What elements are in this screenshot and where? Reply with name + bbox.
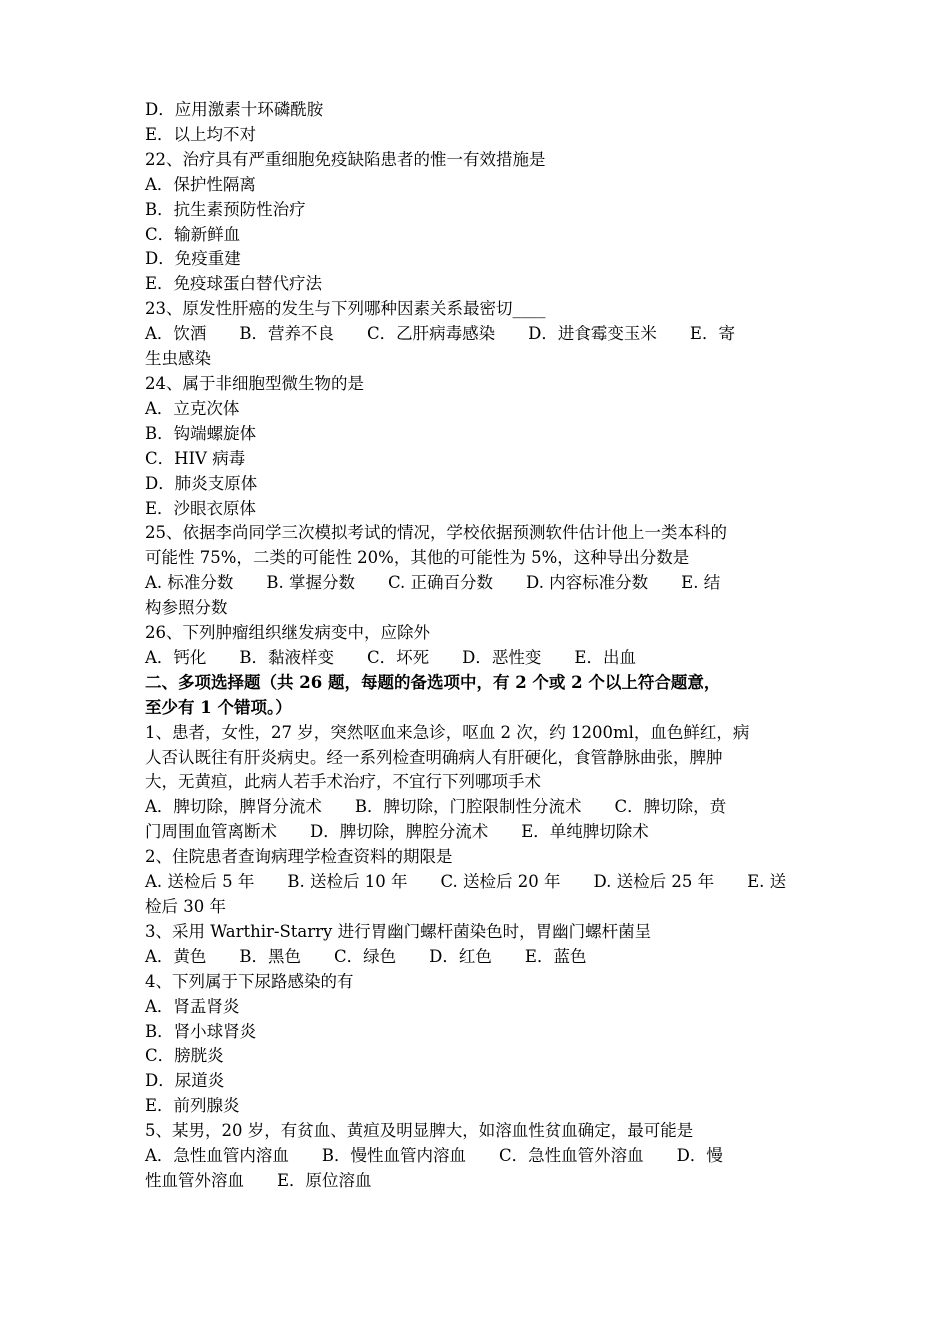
- option-line: C．HIV 病毒: [145, 448, 246, 468]
- question-3: 3、采用 Warthir-Starry 进行胃幽门螺杆菌染色时，胃幽门螺杆菌呈: [145, 921, 652, 941]
- option-line: A．肾盂肾炎: [145, 996, 240, 1016]
- option-line: 性血管外溶血 E．原位溶血: [145, 1170, 372, 1190]
- question-25: 25、依据李尚同学三次模拟考试的情况，学校依据预测软件估计他上一类本科的: [145, 523, 727, 543]
- question-25-cont: 可能性 75%，二类的可能性 20%，其他的可能性为 5%，这种导出分数是: [145, 548, 690, 568]
- option-line: A．脾切除，脾肾分流术 B．脾切除，门腔限制性分流术 C．脾切除，贲: [145, 797, 727, 817]
- option-line: A．钙化 B．黏液样变 C．坏死 D．恶性变 E．出血: [145, 647, 636, 667]
- option-line: D．免疫重建: [145, 249, 241, 269]
- question-24: 24、属于非细胞型微生物的是: [145, 373, 364, 393]
- option-line: A. 送检后 5 年 B. 送检后 10 年 C. 送检后 20 年 D. 送检后 25 年 E. 送: [145, 872, 787, 892]
- option-line: A．黄色 B．黑色 C．绿色 D．红色 E．蓝色: [145, 946, 587, 966]
- question-2: 2、住院患者查询病理学检查资料的期限是: [145, 847, 453, 867]
- option-line: D．肺炎支原体: [145, 473, 258, 493]
- option-line: E．以上均不对: [145, 124, 257, 144]
- question-1-cont: 人否认既往有肝炎病史。经一系列检查明确病人有肝硬化，食管静脉曲张，脾肿: [145, 747, 723, 767]
- option-line: A. 标准分数 B. 掌握分数 C. 正确百分数 D. 内容标准分数 E. 结: [145, 573, 721, 593]
- option-line: 生虫感染: [145, 349, 211, 369]
- document-body: [145, 98, 807, 1194]
- question-5: 5、某男，20 岁，有贫血、黄疸及明显脾大，如溶血性贫血确定，最可能是: [145, 1121, 694, 1141]
- option-line: C．膀胱炎: [145, 1046, 224, 1066]
- option-line: A．保护性隔离: [145, 174, 256, 194]
- question-1-cont: 大，无黄疸，此病人若手术治疗，不宜行下列哪项手术: [145, 772, 541, 792]
- question-4: 4、下列属于下尿路感染的有: [145, 971, 354, 991]
- question-1: 1、患者，女性，27 岁，突然呕血来急诊，呕血 2 次，约 1200ml，血色鲜红，病: [145, 722, 750, 742]
- option-line: E．免疫球蛋白替代疗法: [145, 274, 323, 294]
- option-line: B．抗生素预防性治疗: [145, 199, 306, 219]
- question-26: 26、下列肿瘤组织继发病变中，应除外: [145, 623, 430, 643]
- option-line: B．肾小球肾炎: [145, 1021, 257, 1041]
- option-line: A．急性血管内溶血 B．慢性血管内溶血 C．急性血管外溶血 D．慢: [145, 1146, 723, 1166]
- option-line: D．应用激素十环磷酰胺: [145, 100, 324, 119]
- section-heading-cont: 至少有 1 个错项。）: [145, 697, 292, 717]
- section-heading: 二、多项选择题（共 26 题，每题的备选项中，有 2 个或 2 个以上符合题意，: [145, 672, 721, 692]
- option-line: A．饮酒 B．营养不良 C．乙肝病毒感染 D．进食霉变玉米 E．寄: [145, 324, 735, 344]
- option-line: D．尿道炎: [145, 1071, 225, 1091]
- option-line: 构参照分数: [145, 598, 228, 618]
- option-line: A．立克次体: [145, 398, 240, 418]
- option-line: B．钩端螺旋体: [145, 423, 257, 443]
- option-line: C．输新鲜血: [145, 224, 241, 244]
- option-line: 检后 30 年: [145, 897, 226, 916]
- option-line: E．前列腺炎: [145, 1096, 240, 1116]
- option-line: E．沙眼衣原体: [145, 498, 257, 518]
- question-22: 22、治疗具有严重细胞免疫缺陷患者的惟一有效措施是: [145, 149, 546, 169]
- option-line: 门周围血管离断术 D．脾切除，脾腔分流术 E．单纯脾切除术: [145, 822, 649, 842]
- question-23: 23、原发性肝癌的发生与下列哪种因素关系最密切____: [145, 299, 546, 319]
